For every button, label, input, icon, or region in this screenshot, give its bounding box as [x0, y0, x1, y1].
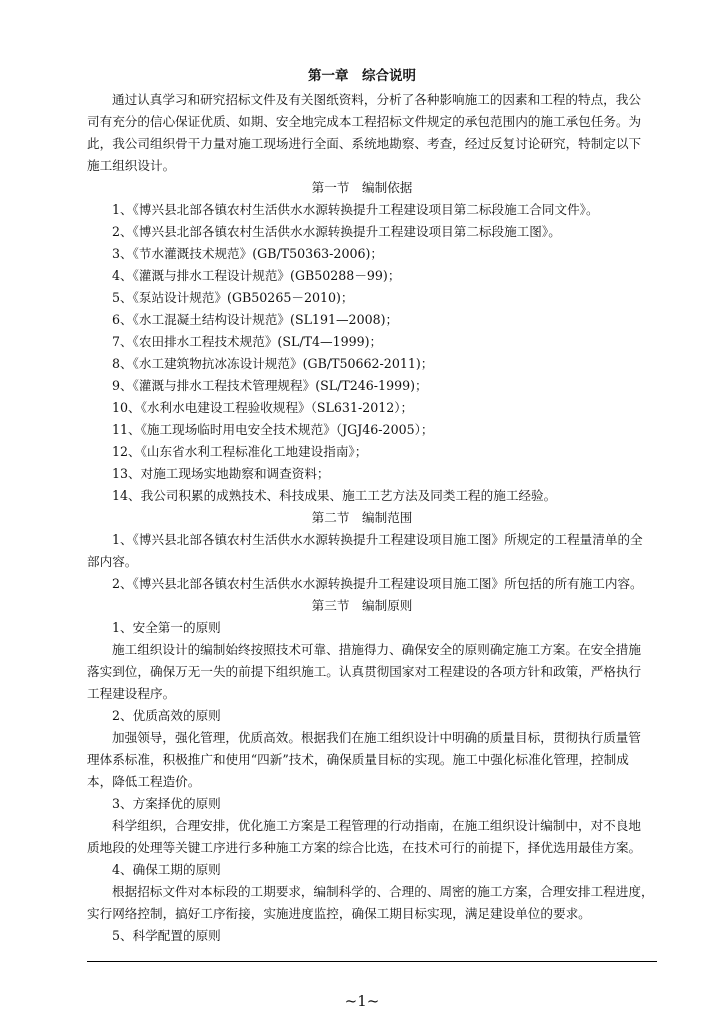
scope-item-1-line-1: 1、《博兴县北部各镇农村生活供水水源转换提升工程建设项目施工图》所规定的工程量清单的全: [112, 532, 643, 547]
principle-5-title: 5、科学配置的原则: [112, 928, 221, 943]
principle-1-line-2: 落实到位，确保万无一失的前提下组织施工。认真贯彻国家对工程建设的各项方针和政策，严格执行: [87, 664, 642, 679]
basis-item-11: 11、《施工现场临时用电安全技术规范》（JGJ46-2005）；: [112, 422, 434, 437]
basis-item-1: 1、《博兴县北部各镇农村生活供水水源转换提升工程建设项目第二标段施工合同文件》。: [112, 202, 599, 217]
basis-item-8: 8、《水工建筑物抗冰冻设计规范》(GB/T50662-2011)；: [112, 356, 434, 371]
section-2-title: 第二节 编制范围: [311, 510, 413, 525]
principle-3-line-2: 质地段的处理等关键工序进行多种施工方案的综合比选，在技术可行的前提下，择优选用最佳方案。: [87, 840, 642, 855]
scope-item-1-line-2: 部内容。: [87, 554, 138, 569]
principle-4-title: 4、确保工期的原则: [112, 862, 221, 877]
principle-4-line-2: 实行网络控制，搞好工序衔接，实施进度监控，确保工期目标实现，满足建设单位的要求。: [87, 906, 591, 921]
principle-2-line-3: 本，降低工程造价。: [87, 774, 201, 789]
basis-item-14: 14、我公司积累的成熟技术、科技成果、施工工艺方法及同类工程的施工经验。: [112, 488, 557, 503]
scope-item-2: 2、《博兴县北部各镇农村生活供水水源转换提升工程建设项目施工图》所包括的所有施工内容。: [112, 576, 643, 591]
basis-item-4: 4、《灌溉与排水工程设计规范》(GB50288－99)；: [112, 268, 401, 283]
principle-1-line-1: 施工组织设计的编制始终按照技术可靠、措施得力、确保安全的原则确定施工方案。在安全措施: [112, 642, 641, 657]
footer-divider: [87, 961, 657, 962]
basis-item-5: 5、《泵站设计规范》(GB50265－2010)；: [112, 290, 354, 305]
intro-line-2: 司有充分的信心保证优质、如期、安全地完成本工程招标文件规定的承包范围内的施工承包任务。为: [87, 114, 642, 129]
principle-1-line-3: 工程建设程序。: [87, 686, 176, 701]
basis-item-7: 7、《农田排水工程技术规范》(SL/T4—1999)；: [112, 334, 383, 349]
page-number: ~1~: [344, 992, 380, 1010]
basis-item-12: 12、《山东省水利工程标准化工地建设指南》；: [112, 444, 368, 459]
principle-4-line-1: 根据招标文件对本标段的工期要求，编制科学的、合理的、周密的施工方案，合理安排工程进度，: [112, 884, 654, 899]
basis-item-13: 13、对施工现场实地勘察和调查资料；: [112, 466, 330, 481]
basis-item-10: 10、《水利水电建设工程验收规程》（SL631-2012）；: [112, 400, 414, 415]
intro-line-4: 施工组织设计。: [87, 158, 176, 173]
basis-item-3: 3、《节水灌溉技术规范》(GB/T50363-2006)；: [112, 246, 383, 261]
intro-line-3: 此，我公司组织骨干力量对施工现场进行全面、系统地勘察、考查，经过反复讨论研究，特制定以下: [87, 136, 642, 151]
basis-item-6: 6、《水工混凝土结构设计规范》(SL191—2008)；: [112, 312, 399, 327]
section-3-title: 第三节 编制原则: [311, 598, 413, 613]
principle-3-title: 3、方案择优的原则: [112, 796, 221, 811]
basis-item-2: 2、《博兴县北部各镇农村生活供水水源转换提升工程建设项目第二标段施工图》。: [112, 224, 561, 239]
principle-2-title: 2、优质高效的原则: [112, 708, 221, 723]
principle-2-line-2: 理体系标准，积极推广和使用“四新”技术，确保质量目标的实现。施工中强化标准化管理，控制成: [87, 752, 629, 767]
chapter-title: 第一章 综合说明: [308, 68, 416, 84]
principle-1-title: 1、安全第一的原则: [112, 620, 221, 635]
intro-line-1: 通过认真学习和研究招标文件及有关图纸资料，分析了各种影响施工的因素和工程的特点，我公: [112, 92, 641, 107]
basis-item-9: 9、《灌溉与排水工程技术管理规程》(SL/T246-1999)；: [112, 378, 428, 393]
section-1-title: 第一节 编制依据: [311, 180, 413, 195]
principle-2-line-1: 加强领导，强化管理，优质高效。根据我们在施工组织设计中明确的质量目标，贯彻执行质量管: [112, 730, 641, 745]
principle-3-line-1: 科学组织，合理安排，优化施工方案是工程管理的行动指南，在施工组织设计编制中，对不良地: [112, 818, 641, 833]
